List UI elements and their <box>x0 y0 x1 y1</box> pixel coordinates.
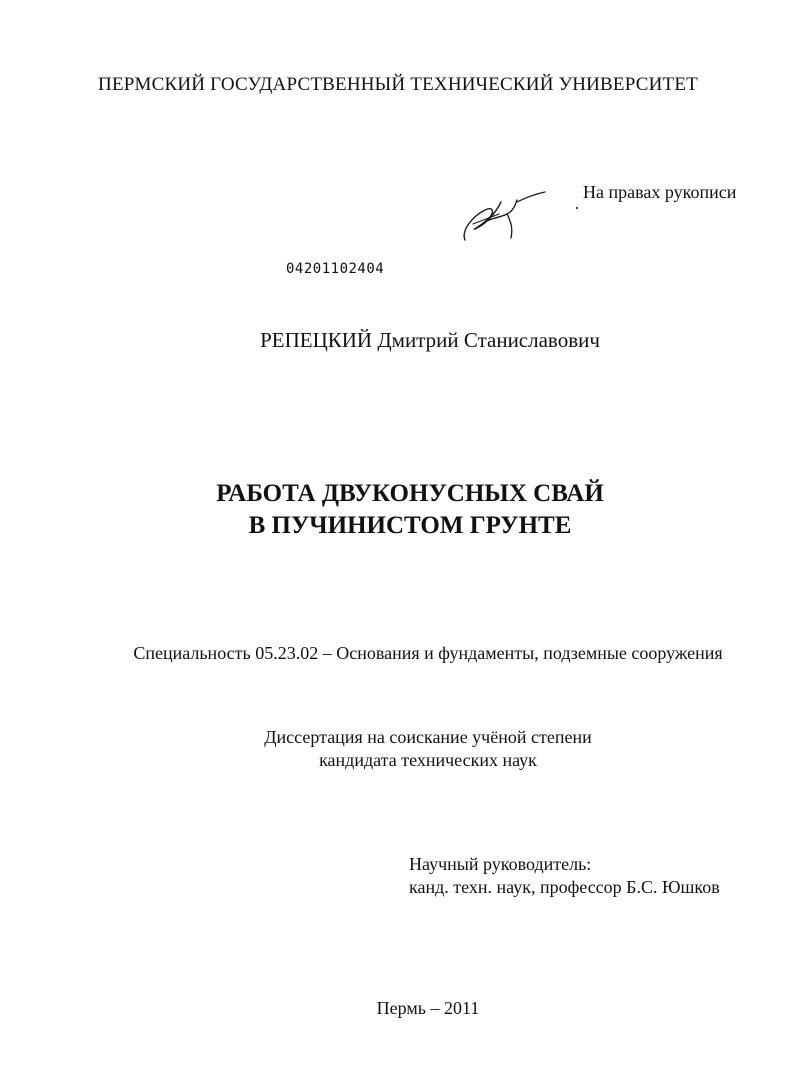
catalog-number: 04201102404 <box>286 261 385 277</box>
title-line-1: РАБОТА ДВУКОНУСНЫХ СВАЙ <box>216 480 604 507</box>
title-line-2: В ПУЧИНИСТОМ ГРУНТЕ <box>248 512 572 539</box>
supervisor-label: Научный руководитель: <box>409 854 592 874</box>
university-name: ПЕРМСКИЙ ГОСУДАРСТВЕННЫЙ ТЕХНИЧЕСКИЙ УНИВЕРСИТЕТ <box>98 74 698 95</box>
rights-note: На правах рукописи <box>583 182 737 202</box>
stray-mark <box>576 207 578 209</box>
supervisor-name: канд. техн. наук, профессор Б.С. Юшков <box>409 877 720 897</box>
supervisor-block <box>409 853 720 899</box>
degree-statement <box>0 726 796 772</box>
degree-line-1: Диссертация на соискание учёной степени <box>264 727 592 747</box>
degree-line-2: кандидата технических наук <box>319 750 537 770</box>
handwritten-signature <box>455 188 555 248</box>
dissertation-title <box>0 478 796 542</box>
city-year: Пермь – 2011 <box>376 998 480 1018</box>
specialty-text: Специальность 05.23.02 – Основания и фундаменты, подземные сооружения <box>133 643 723 663</box>
author-name: РЕПЕЦКИЙ Дмитрий Станиславович <box>260 328 600 352</box>
